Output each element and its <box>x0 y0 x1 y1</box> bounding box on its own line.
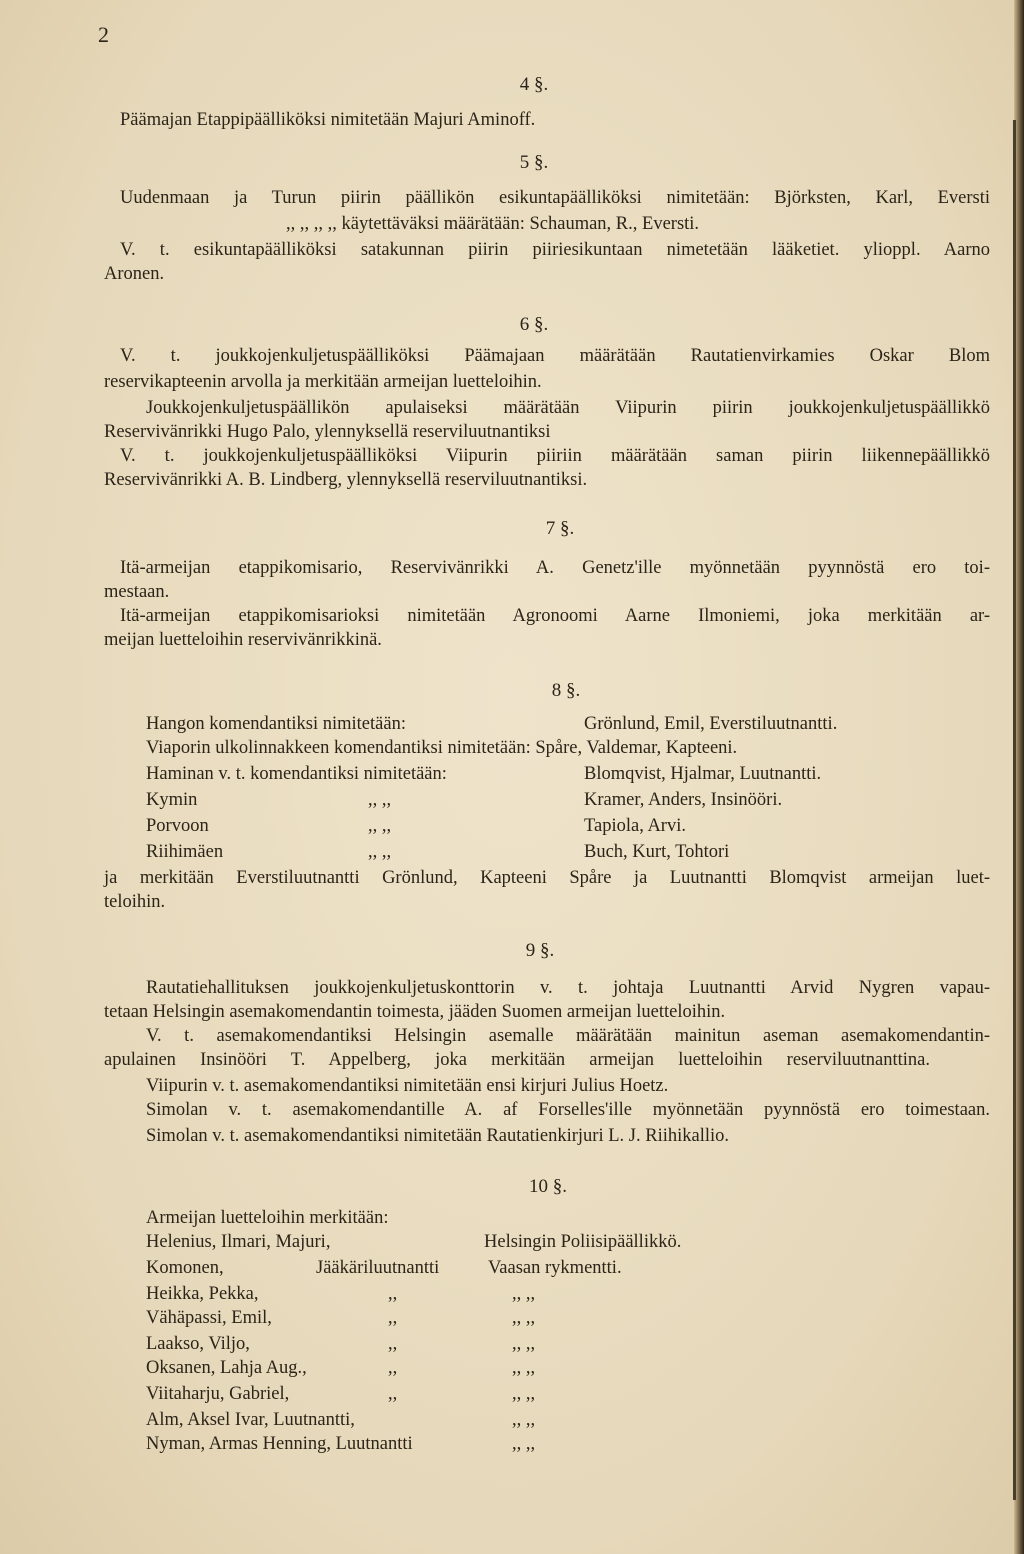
section-9-line: Rautatiehallituksen joukkojenkuljetuskonttorin v. t. johtaja Luutnantti Arvid Nygren vapau- <box>146 978 990 998</box>
section-10-intro: Armeijan luetteloihin merkitään: <box>146 1208 389 1228</box>
section-9-line: tetaan Helsingin asemakomendantin toimesta, jääden Suomen armeijan luetteloihin. <box>104 1002 726 1022</box>
section-6-heading: 6 §. <box>519 314 549 335</box>
appointment-name: Blomqvist, Hjalmar, Luutnantti. <box>584 764 822 784</box>
section-6-line: V. t. joukkojenkuljetuspäälliköksi Päämajaan määrätään Rautatienvirkamies Oskar Blom <box>120 346 990 366</box>
roster-rank: ,, <box>388 1358 398 1378</box>
section-5-line: Aronen. <box>104 264 165 284</box>
roster-name: Viitaharju, Gabriel, <box>146 1384 290 1404</box>
ditto-marks: ,, ,, <box>368 790 392 810</box>
section-7-line: Itä-armeijan etappikomisario, Reservivänrikki A. Genetz'ille myönnetään pyynnöstä ero toi- <box>120 558 990 578</box>
roster-rank: ,, <box>388 1384 398 1404</box>
roster-name: Alm, Aksel Ivar, Luutnantti, <box>146 1410 355 1430</box>
section-8-line: teloihin. <box>104 892 166 912</box>
roster-name: Vähäpassi, Emil, <box>146 1308 272 1328</box>
section-5-line: V. t. esikuntapäälliköksi satakunnan piirin piiriesikuntaan nimetetään lääketiet. ylioppl. Aarno <box>120 240 990 260</box>
section-5-line: Uudenmaan ja Turun piirin päällikön esikuntapäälliköksi nimitetään: Björksten, Karl, Eversti <box>120 188 990 208</box>
roster-rank: ,, <box>388 1284 398 1304</box>
page-edge-line <box>1013 120 1016 1500</box>
roster-name: Helenius, Ilmari, Majuri, <box>146 1232 331 1252</box>
section-7-line: mestaan. <box>104 582 170 602</box>
section-6-line: V. t. joukkojenkuljetuspäälliköksi Viipurin piiriin määrätään saman piirin liikennepäällikkö <box>120 446 990 466</box>
section-9-line: V. t. asemakomendantiksi Helsingin asemalle määrätään mainitun aseman asemakomendantin- <box>146 1026 990 1046</box>
roster-unit: Vaasan rykmentti. <box>488 1258 622 1278</box>
appointment-name: Kramer, Anders, Insinööri. <box>584 790 783 810</box>
roster-name: Heikka, Pekka, <box>146 1284 259 1304</box>
section-9-line: Simolan v. t. asemakomendantiksi nimitetään Rautatienkirjuri L. J. Riihikallio. <box>146 1126 729 1146</box>
section-7-line: meijan luetteloihin reservivänrikkinä. <box>104 630 382 650</box>
appointment-place: Kymin <box>146 790 198 810</box>
roster-rank: ,, <box>388 1308 398 1328</box>
roster-name: Nyman, Armas Henning, Luutnantti <box>146 1434 413 1454</box>
section-5-line: ,, ,, ,, ,, käytettäväksi määrätään: Schauman, R., Eversti. <box>286 214 700 234</box>
section-4-text: Päämajan Etappipäälliköksi nimitetään Majuri Aminoff. <box>120 110 536 130</box>
roster-unit: ,, ,, <box>512 1308 536 1328</box>
page-number: 2 <box>98 22 109 47</box>
section-9-line: Viipurin v. t. asemakomendantiksi nimitetään ensi kirjuri Julius Hoetz. <box>146 1076 669 1096</box>
roster-unit: ,, ,, <box>512 1334 536 1354</box>
section-6-line: reservikapteenin arvolla ja merkitään armeijan luetteloihin. <box>104 372 542 392</box>
appointment-place: Riihimäen <box>146 842 224 862</box>
section-8-line: ja merkitään Everstiluutnantti Grönlund, Kapteeni Spåre ja Luutnantti Blomqvist armeijan luet- <box>104 868 990 888</box>
roster-name: Oksanen, Lahja Aug., <box>146 1358 307 1378</box>
appointment-place: Hangon komendantiksi nimitetään: <box>146 714 406 734</box>
roster-name: Laakso, Viljo, <box>146 1334 250 1354</box>
section-7-heading: 7 §. <box>545 518 575 539</box>
section-6-line: Reservivänrikki Hugo Palo, ylennyksellä reserviluutnantiksi <box>104 422 551 442</box>
appointment-place: Viaporin ulkolinnakkeen komendantiksi nimitetään: Spåre, Valdemar, Kapteeni. <box>146 738 738 758</box>
roster-unit: ,, ,, <box>512 1384 536 1404</box>
section-5-heading: 5 §. <box>519 152 549 173</box>
roster-unit: ,, ,, <box>512 1434 536 1454</box>
roster-unit: ,, ,, <box>512 1410 536 1430</box>
roster-name: Komonen, <box>146 1258 224 1278</box>
roster-unit: Helsingin Poliisipäällikkö. <box>484 1232 682 1252</box>
section-7-line: Itä-armeijan etappikomisarioksi nimitetään Agronoomi Aarne Ilmoniemi, joka merkitään ar- <box>120 606 990 626</box>
section-8-heading: 8 §. <box>551 680 581 701</box>
section-10-heading: 10 §. <box>529 1176 567 1197</box>
roster-unit: ,, ,, <box>512 1358 536 1378</box>
appointment-place: Porvoon <box>146 816 209 836</box>
roster-unit: ,, ,, <box>512 1284 536 1304</box>
ditto-marks: ,, ,, <box>368 816 392 836</box>
appointment-name: Buch, Kurt, Tohtori <box>584 842 730 862</box>
roster-rank: Jääkäriluutnantti <box>316 1258 440 1278</box>
appointment-name: Grönlund, Emil, Everstiluutnantti. <box>584 714 838 734</box>
section-4-heading: 4 §. <box>519 74 549 95</box>
appointment-place: Haminan v. t. komendantiksi nimitetään: <box>146 764 447 784</box>
section-6-line: Reservivänrikki A. B. Lindberg, ylennyksellä reserviluutnantiksi. <box>104 470 588 490</box>
section-6-line: Joukkojenkuljetuspäällikön apulaiseksi määrätään Viipurin piirin joukkojenkuljetuspäällikkö <box>146 398 990 418</box>
section-9-line: Simolan v. t. asemakomendantille A. af Forselles'ille myönnetään pyynnöstä ero toimestaan. <box>146 1100 990 1120</box>
ditto-marks: ,, ,, <box>368 842 392 862</box>
roster-rank: ,, <box>388 1334 398 1354</box>
appointment-name: Tapiola, Arvi. <box>584 816 686 836</box>
section-9-heading: 9 §. <box>525 940 555 961</box>
section-9-line: apulainen Insinööri T. Appelberg, joka merkitään armeijan luetteloihin reserviluutnanttina. <box>104 1050 930 1070</box>
